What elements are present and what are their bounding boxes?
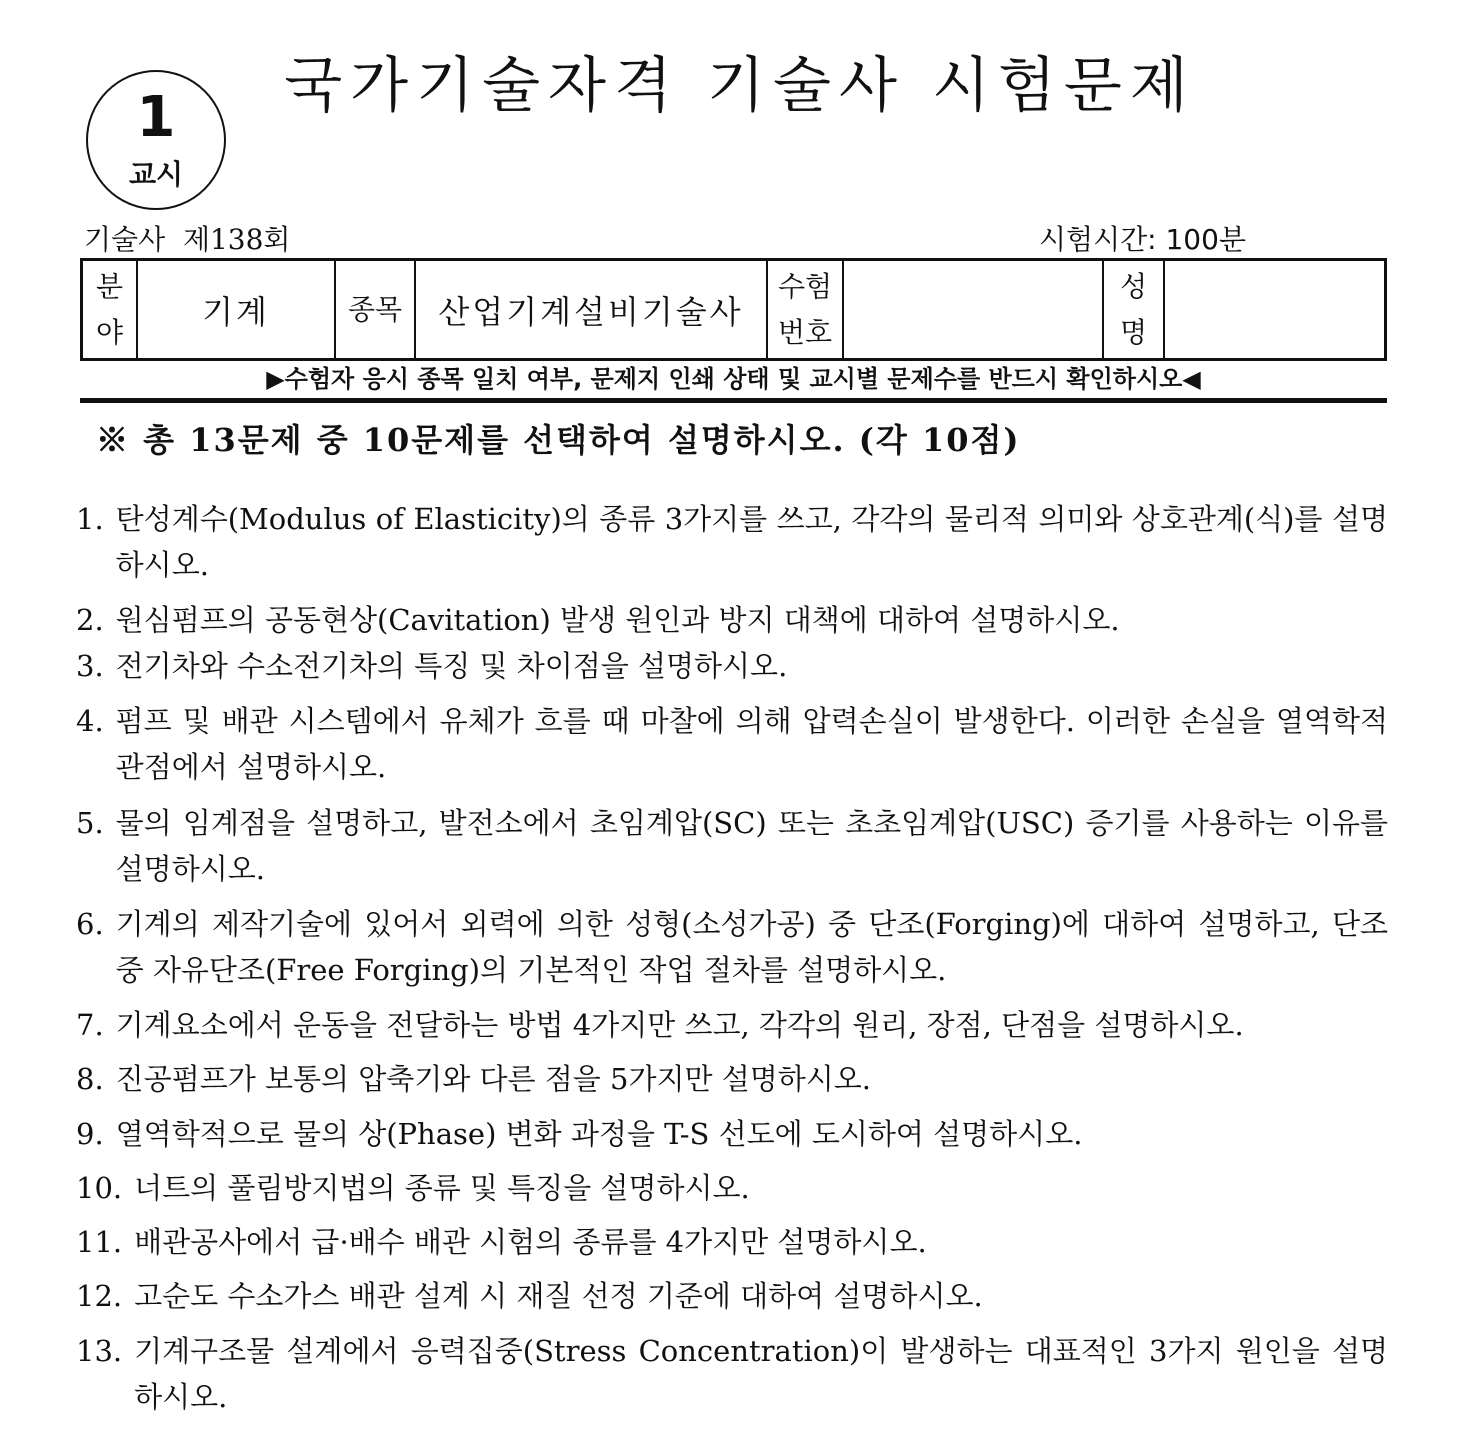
question-item [76, 1111, 1388, 1157]
name-label: 성 명 [1119, 269, 1148, 349]
question-item [76, 1273, 1388, 1319]
question-text: 열역학적으로 물의 상(Phase) 변화 과정을 T-S 선도에 도시하여 설명하시오. [115, 1117, 1083, 1151]
info-table [80, 258, 1387, 361]
item-value: 산업기계설비기술사 [438, 292, 744, 331]
period-number: 1 [136, 85, 176, 150]
field-label-cell [83, 261, 138, 358]
question-text: 고순도 수소가스 배관 설계 시 재질 선정 기준에 대하여 설명하시오. [134, 1279, 983, 1313]
question-item [76, 1328, 1388, 1420]
question-text: 물의 임계점을 설명하고, 발전소에서 초임계압(SC) 또는 초초임계압(USC) 증기를 사용하는 이유를 설명하시오. [115, 806, 1388, 886]
question-item [76, 1056, 1388, 1102]
exam-no-value-cell[interactable] [844, 261, 1104, 358]
question-item [76, 901, 1388, 993]
question-item [76, 496, 1388, 588]
period-label: 교시 [128, 158, 184, 191]
question-text: 전기차와 수소전기차의 특징 및 차이점을 설명하시오. [115, 649, 788, 683]
exam-no-label-cell [768, 261, 844, 358]
exam-round: 기술사 제138회 [84, 223, 291, 256]
field-value-cell [138, 261, 336, 358]
period-badge [86, 70, 226, 210]
question-number: 4. [76, 704, 104, 738]
question-text: 탄성계수(Modulus of Elasticity)의 종류 3가지를 쓰고, 각각의 물리적 의미와 상호관계(식)를 설명하시오. [115, 502, 1388, 582]
question-number: 3. [76, 649, 104, 683]
question-item [76, 698, 1388, 790]
question-number: 6. [76, 907, 104, 941]
question-text: 원심펌프의 공동현상(Cavitation) 발생 원인과 방지 대책에 대하여 설명하시오. [115, 603, 1120, 637]
question-number: 8. [76, 1062, 104, 1096]
question-number: 12. [76, 1279, 123, 1313]
question-text: 기계구조물 설계에서 응력집중(Stress Concentration)이 발생하는 대표적인 3가지 원인을 설명하시오. [134, 1334, 1388, 1414]
question-text: 너트의 풀림방지법의 종류 및 특징을 설명하시오. [134, 1171, 750, 1205]
name-value-cell[interactable] [1165, 261, 1384, 358]
item-label: 종목 [347, 292, 403, 326]
question-number: 11. [76, 1225, 123, 1259]
page-title: 국가기술자격 기술사 시험문제 [284, 51, 1196, 121]
divider [80, 398, 1387, 403]
question-item [76, 1219, 1388, 1265]
instruction: ※ 총 13문제 중 10문제를 선택하여 설명하시오. (각 10점) [96, 421, 1021, 459]
question-number: 2. [76, 603, 104, 637]
question-item [76, 1165, 1388, 1211]
question-number: 7. [76, 1008, 104, 1042]
name-label-cell [1104, 261, 1165, 358]
question-number: 1. [76, 502, 104, 536]
question-number: 9. [76, 1117, 104, 1151]
question-number: 5. [76, 806, 104, 840]
question-item [76, 597, 1388, 643]
question-text: 배관공사에서 급·배수 배관 시험의 종류를 4가지만 설명하시오. [134, 1225, 927, 1259]
question-text: 기계요소에서 운동을 전달하는 방법 4가지만 쓰고, 각각의 원리, 장점, 단점을 설명하시오. [115, 1008, 1244, 1042]
question-item [76, 800, 1388, 892]
question-item [76, 643, 1388, 689]
notice: ▶수험자 응시 종목 일치 여부, 문제지 인쇄 상태 및 교시별 문제수를 반드시 확인하시오◀ [266, 365, 1201, 393]
question-text: 펌프 및 배관 시스템에서 유체가 흐를 때 마찰에 의해 압력손실이 발생한다. 이러한 손실을 열역학적 관점에서 설명하시오. [115, 704, 1388, 784]
question-text: 진공펌프가 보통의 압축기와 다른 점을 5가지만 설명하시오. [115, 1062, 871, 1096]
question-number: 13. [76, 1334, 123, 1368]
exam-time: 시험시간: 100분 [1038, 223, 1246, 256]
question-number: 10. [76, 1171, 123, 1205]
item-value-cell [416, 261, 768, 358]
exam-no-label: 수험 번호 [777, 269, 833, 349]
question-item [76, 1002, 1388, 1048]
question-text: 기계의 제작기술에 있어서 외력에 의한 성형(소성가공) 중 단조(Forging)에 대하여 설명하고, 단조 중 자유단조(Free Forging)의 기본적인 작업 절차를 설명하시오. [115, 907, 1388, 987]
field-value: 기계 [202, 292, 270, 331]
item-label-cell [336, 261, 416, 358]
field-label: 분 야 [95, 269, 124, 349]
